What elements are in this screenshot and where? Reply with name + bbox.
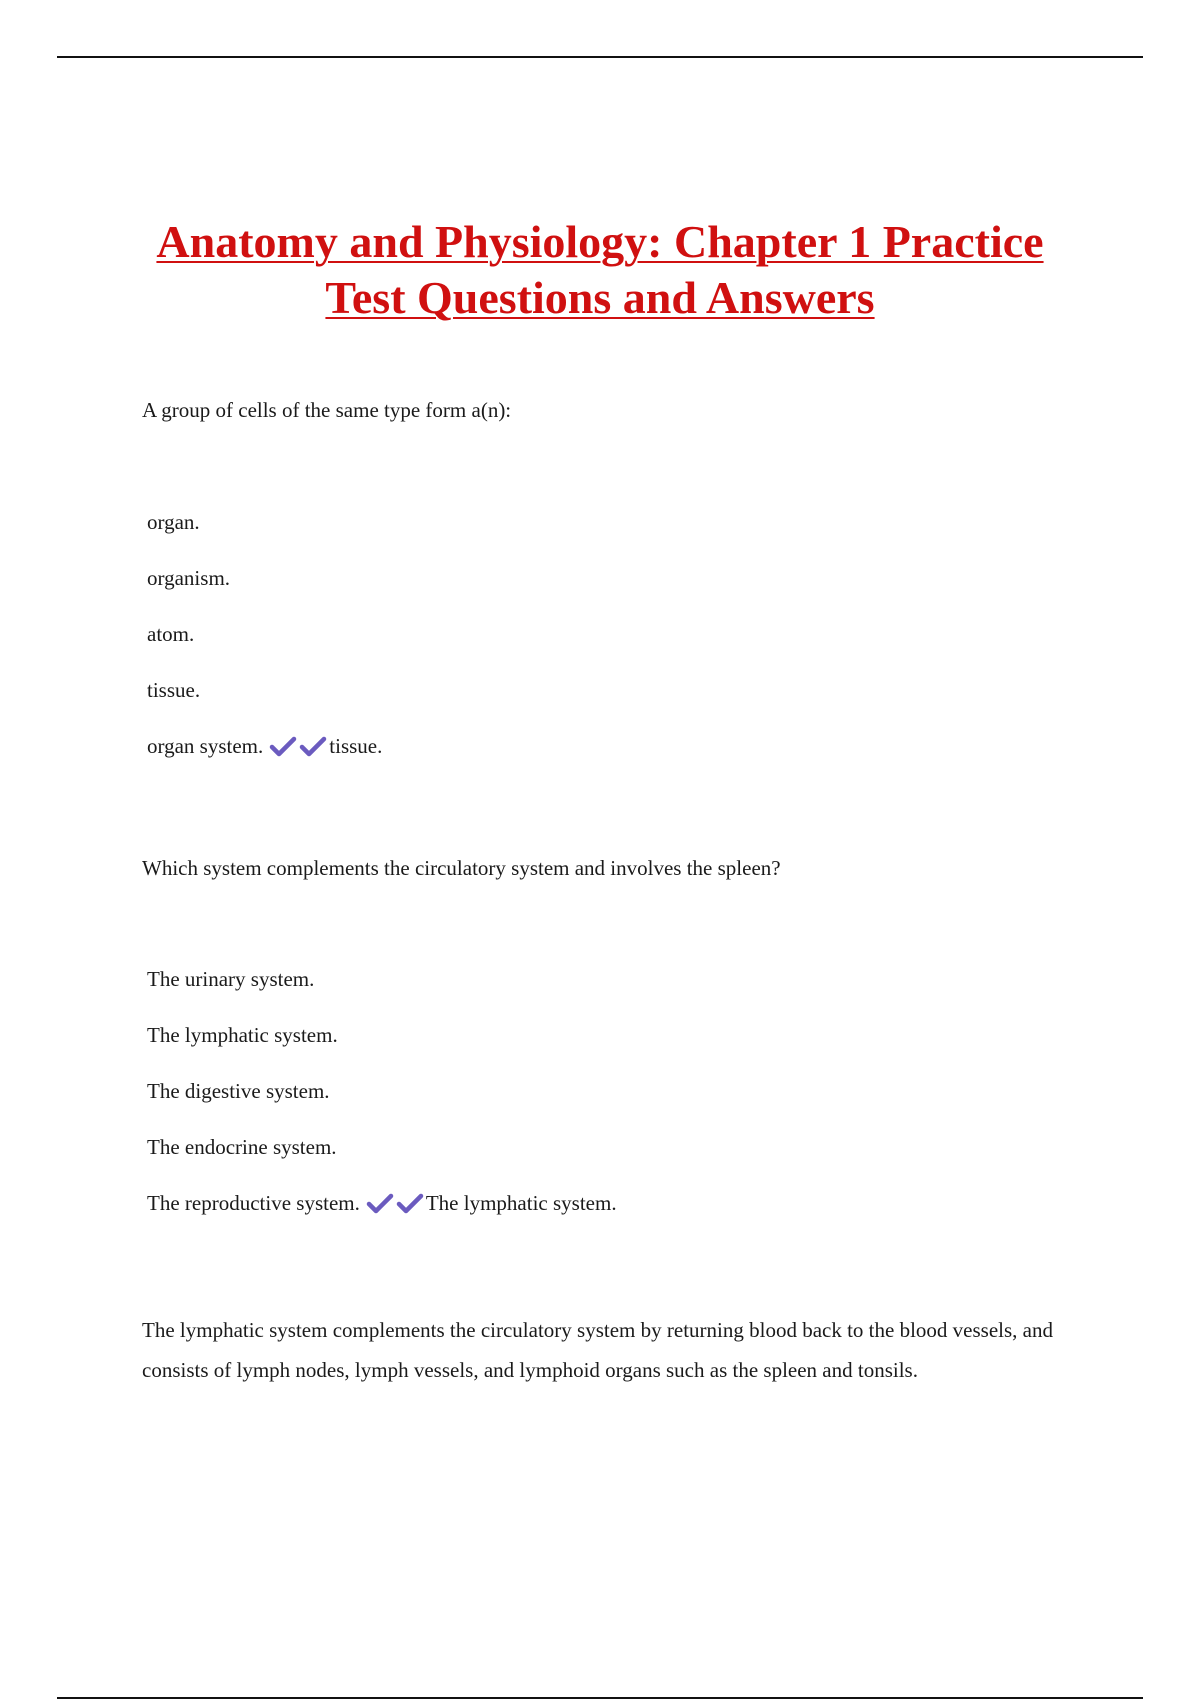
checkmark-icon bbox=[299, 735, 327, 757]
title-line-1: Anatomy and Physiology: Chapter 1 Practice bbox=[156, 216, 1044, 267]
option-item: The lymphatic system. bbox=[147, 1023, 338, 1047]
option-item: The endocrine system. bbox=[147, 1135, 337, 1159]
bottom-rule bbox=[57, 1697, 1143, 1699]
title-line-2: Test Questions and Answers bbox=[325, 272, 875, 323]
option-item: The urinary system. bbox=[147, 967, 315, 991]
checkmark-icon bbox=[269, 735, 297, 757]
option-item-with-answer bbox=[147, 732, 382, 760]
question-2-prompt: Which system complements the circulatory system and involves the spleen? bbox=[142, 856, 781, 880]
top-rule bbox=[57, 56, 1143, 58]
option-item: organism. bbox=[147, 566, 231, 590]
option-item: tissue. bbox=[147, 678, 201, 702]
question-1-prompt: A group of cells of the same type form a(n): bbox=[142, 398, 512, 422]
question-2-options bbox=[147, 965, 617, 1245]
checkmark-icon bbox=[396, 1192, 424, 1214]
page-title bbox=[60, 214, 1140, 326]
option-item-with-answer bbox=[147, 1189, 617, 1217]
correct-answer: tissue. bbox=[329, 734, 383, 758]
option-text: The reproductive system. bbox=[147, 1191, 360, 1215]
answer-explanation: The lymphatic system complements the circulatory system by returning blood back to the blood vessels, and consists of lymph nodes, lymph vessels, and lymphoid organs such as the spleen and tonsils. bbox=[142, 1318, 1053, 1382]
question-1-options bbox=[147, 508, 382, 788]
option-item: organ. bbox=[147, 510, 200, 534]
option-text: organ system. bbox=[147, 734, 264, 758]
option-item: atom. bbox=[147, 622, 195, 646]
option-item: The digestive system. bbox=[147, 1079, 330, 1103]
checkmark-icon bbox=[366, 1192, 394, 1214]
correct-answer: The lymphatic system. bbox=[425, 1191, 617, 1215]
